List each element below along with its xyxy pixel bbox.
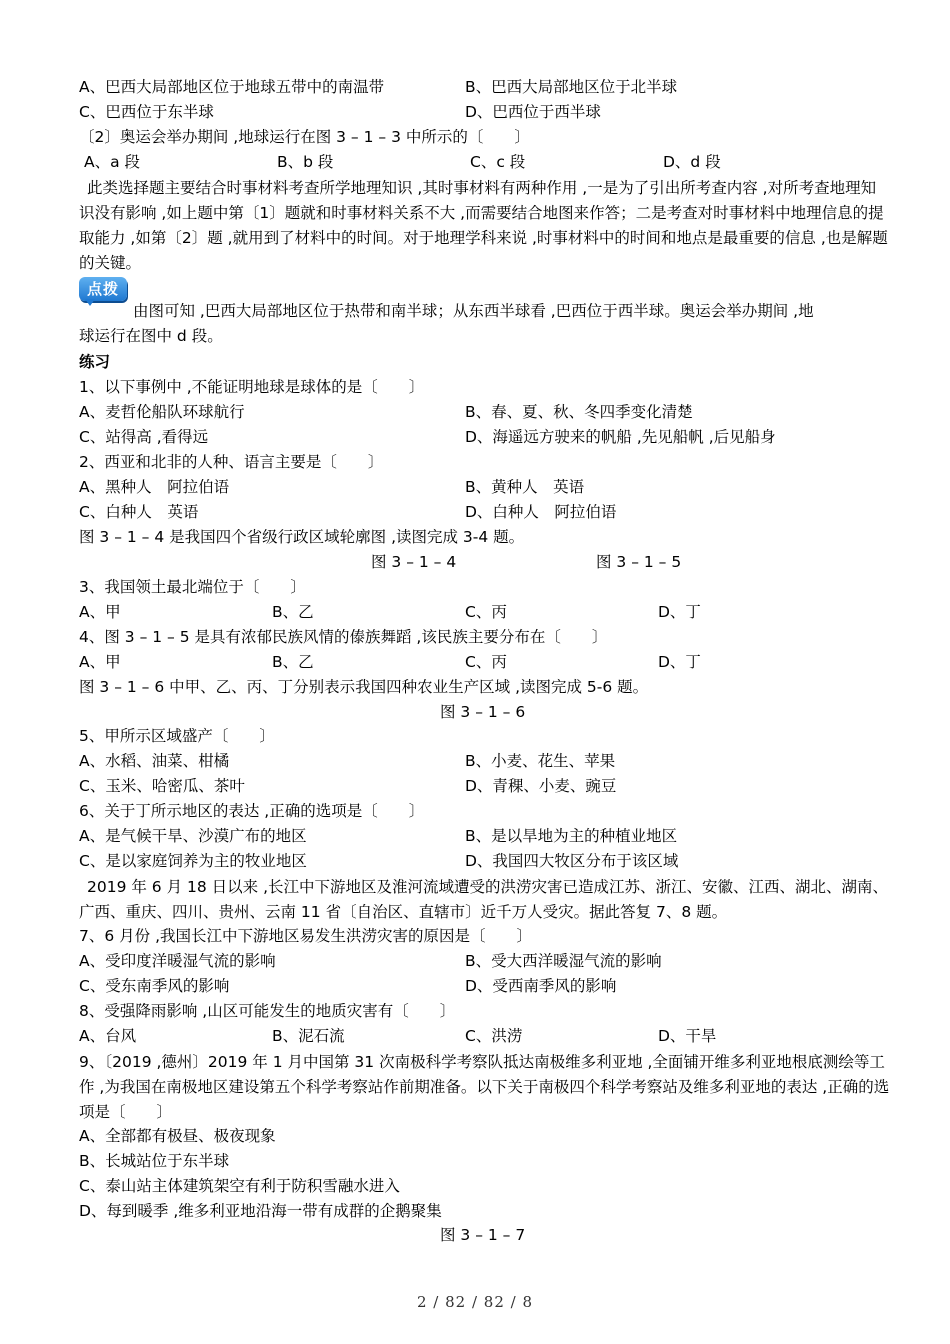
speech-bubble-icon bbox=[85, 299, 95, 306]
option-row bbox=[84, 152, 894, 172]
option-b: B、小麦、花生、苹果 bbox=[465, 752, 616, 770]
option-d: D、丁 bbox=[658, 653, 701, 671]
option-row bbox=[79, 77, 889, 97]
option-c: C、c 段 bbox=[470, 153, 526, 171]
option-b: B、乙 bbox=[272, 653, 314, 671]
question-stem: 〔2〕奥运会举办期间 ,地球运行在图 3 – 1 – 3 中所示的〔 〕 bbox=[79, 128, 530, 146]
option-c: C、丙 bbox=[465, 653, 507, 671]
option-a: A、甲 bbox=[79, 603, 121, 621]
option-row bbox=[79, 1026, 889, 1046]
question-stem: 8、受强降雨影响 ,山区可能发生的地质灾害有〔 〕 bbox=[79, 1002, 456, 1020]
option-row bbox=[79, 602, 889, 622]
option-b: B、b 段 bbox=[277, 153, 334, 171]
option-row bbox=[79, 976, 889, 996]
question-stem: 4、图 3 – 1 – 5 是具有浓郁民族风情的傣族舞蹈 ,该民族主要分布在〔 〕 bbox=[79, 628, 608, 646]
option-d: D、我国四大牧区分布于该区域 bbox=[465, 852, 679, 870]
option-a: A、受印度洋暖湿气流的影响 bbox=[79, 952, 276, 970]
option-c: C、站得高 ,看得远 bbox=[79, 428, 209, 446]
option-d: D、白种人 阿拉伯语 bbox=[465, 503, 617, 521]
page-footer: 2 / 82 / 82 / 8 bbox=[416, 1293, 534, 1311]
question-stem: 2、西亚和北非的人种、语言主要是〔 〕 bbox=[79, 453, 384, 471]
option-row bbox=[79, 652, 889, 672]
option-a: A、是气候干旱、沙漠广布的地区 bbox=[79, 827, 307, 845]
option-row bbox=[79, 427, 889, 447]
figure-caption: 图 3 – 1 – 5 bbox=[596, 553, 682, 571]
option-b: B、黄种人 英语 bbox=[465, 478, 585, 496]
option-row bbox=[79, 751, 889, 771]
figure-caption: 图 3 – 1 – 4 bbox=[371, 553, 457, 571]
question-stem: 5、甲所示区域盛产〔 〕 bbox=[79, 727, 275, 745]
figure-intro: 图 3 – 1 – 4 是我国四个省级行政区域轮廓图 ,读图完成 3-4 题。 bbox=[79, 528, 525, 546]
figure-intro: 图 3 – 1 – 6 中甲、乙、丙、丁分别表示我国四种农业生产区域 ,读图完成 5-6 题。 bbox=[79, 678, 649, 696]
option-row bbox=[79, 502, 889, 522]
option-b: B、乙 bbox=[272, 603, 314, 621]
figure-caption: 图 3 – 1 – 7 bbox=[440, 1226, 526, 1244]
option-d: D、巴西位于西半球 bbox=[465, 103, 601, 121]
hint-text: 球运行在图中 d 段。 bbox=[79, 327, 223, 345]
hint-text: 由图可知 ,巴西大局部地区位于热带和南半球；从东西半球看 ,巴西位于西半球。奥运会举办期间 ,地 bbox=[133, 302, 814, 320]
option-c: C、泰山站主体建筑架空有利于防积雪融水进入 bbox=[79, 1177, 400, 1195]
analysis-paragraph: 此类选择题主要结合时事材料考查所学地理知识 ,其时事材料有两种作用 ,一是为了引出所考查内容 ,对所考查地理知识没有影响 ,如上题中第〔1〕题就和时事材料关系不大 ,而需要结合地图来作答；二是考查对时事材料中地理信息的提取能力 ,如第〔2〕题 ,就用到了材料中的时间。对于地理学科来说 ,时事材料中的时间和地点是最重要的信息 ,也是解题的关键。 bbox=[79, 179, 888, 272]
option-d: D、干旱 bbox=[658, 1027, 717, 1045]
option-d: D、青稞、小麦、豌豆 bbox=[465, 777, 617, 795]
figure-caption: 图 3 – 1 – 6 bbox=[440, 703, 526, 721]
option-a: A、巴西大局部地区位于地球五带中的南温带 bbox=[79, 78, 385, 96]
option-d: D、d 段 bbox=[663, 153, 721, 171]
option-b: B、春、夏、秋、冬四季变化清楚 bbox=[465, 403, 693, 421]
hint-badge bbox=[79, 277, 129, 303]
option-a: A、台风 bbox=[79, 1027, 137, 1045]
option-b: B、长城站位于东半球 bbox=[79, 1152, 230, 1170]
option-a: A、甲 bbox=[79, 653, 121, 671]
option-row bbox=[79, 102, 889, 122]
option-a: A、黑种人 阿拉伯语 bbox=[79, 478, 230, 496]
option-d: D、海遥远方驶来的帆船 ,先见船帆 ,后见船身 bbox=[465, 428, 776, 446]
option-row bbox=[79, 851, 889, 871]
option-b: B、泥石流 bbox=[272, 1027, 345, 1045]
question-stem: 1、以下事例中 ,不能证明地球是球体的是〔 〕 bbox=[79, 378, 425, 396]
option-c: C、丙 bbox=[465, 603, 507, 621]
option-row bbox=[79, 776, 889, 796]
option-c: C、是以家庭饲养为主的牧业地区 bbox=[79, 852, 307, 870]
hint-badge-label: 点拨 bbox=[79, 277, 127, 301]
section-title: 练习 bbox=[79, 353, 111, 371]
option-c: C、巴西位于东半球 bbox=[79, 103, 214, 121]
question-stem: 3、我国领土最北端位于〔 〕 bbox=[79, 578, 306, 596]
option-c: C、玉米、哈密瓜、茶叶 bbox=[79, 777, 245, 795]
option-b: B、巴西大局部地区位于北半球 bbox=[465, 78, 678, 96]
option-row bbox=[79, 402, 889, 422]
option-a: A、全部都有极昼、极夜现象 bbox=[79, 1127, 276, 1145]
option-c: C、受东南季风的影响 bbox=[79, 977, 230, 995]
option-a: A、麦哲伦船队环球航行 bbox=[79, 403, 245, 421]
question-stem: 6、关于丁所示地区的表达 ,正确的选项是〔 〕 bbox=[79, 802, 425, 820]
option-d: D、每到暖季 ,维多利亚地沿海一带有成群的企鹅聚集 bbox=[79, 1202, 442, 1220]
option-row bbox=[79, 477, 889, 497]
option-d: D、丁 bbox=[658, 603, 701, 621]
option-b: B、受大西洋暖湿气流的影响 bbox=[465, 952, 662, 970]
option-c: C、白种人 英语 bbox=[79, 503, 199, 521]
option-a: A、a 段 bbox=[84, 153, 141, 171]
option-b: B、是以旱地为主的种植业地区 bbox=[465, 827, 678, 845]
option-a: A、水稻、油菜、柑橘 bbox=[79, 752, 230, 770]
option-c: C、洪涝 bbox=[465, 1027, 523, 1045]
question-stem: 7、6 月份 ,我国长江中下游地区易发生洪涝灾害的原因是〔 〕 bbox=[79, 927, 533, 945]
option-row bbox=[79, 826, 889, 846]
option-d: D、受西南季风的影响 bbox=[465, 977, 617, 995]
question-stem: 9、〔2019 ,德州〕2019 年 1 月中国第 31 次南极科学考察队抵达南极维多利亚地 ,全面铺开维多利亚地根底测绘等工作 ,为我国在南极地区建设第五个科学考察站作前期准备。以下关于南极四个科学考察站及维多利亚地的表达 ,正确的选项是〔 〕 bbox=[79, 1053, 890, 1121]
option-row bbox=[79, 951, 889, 971]
material-paragraph: 2019 年 6 月 18 日以来 ,长江中下游地区及淮河流域遭受的洪涝灾害已造成江苏、浙江、安徽、江西、湖北、湖南、广西、重庆、四川、贵州、云南 11 省〔自治区、直辖市〕近千万人受灾。据此答复 7、8 题。 bbox=[79, 878, 889, 921]
